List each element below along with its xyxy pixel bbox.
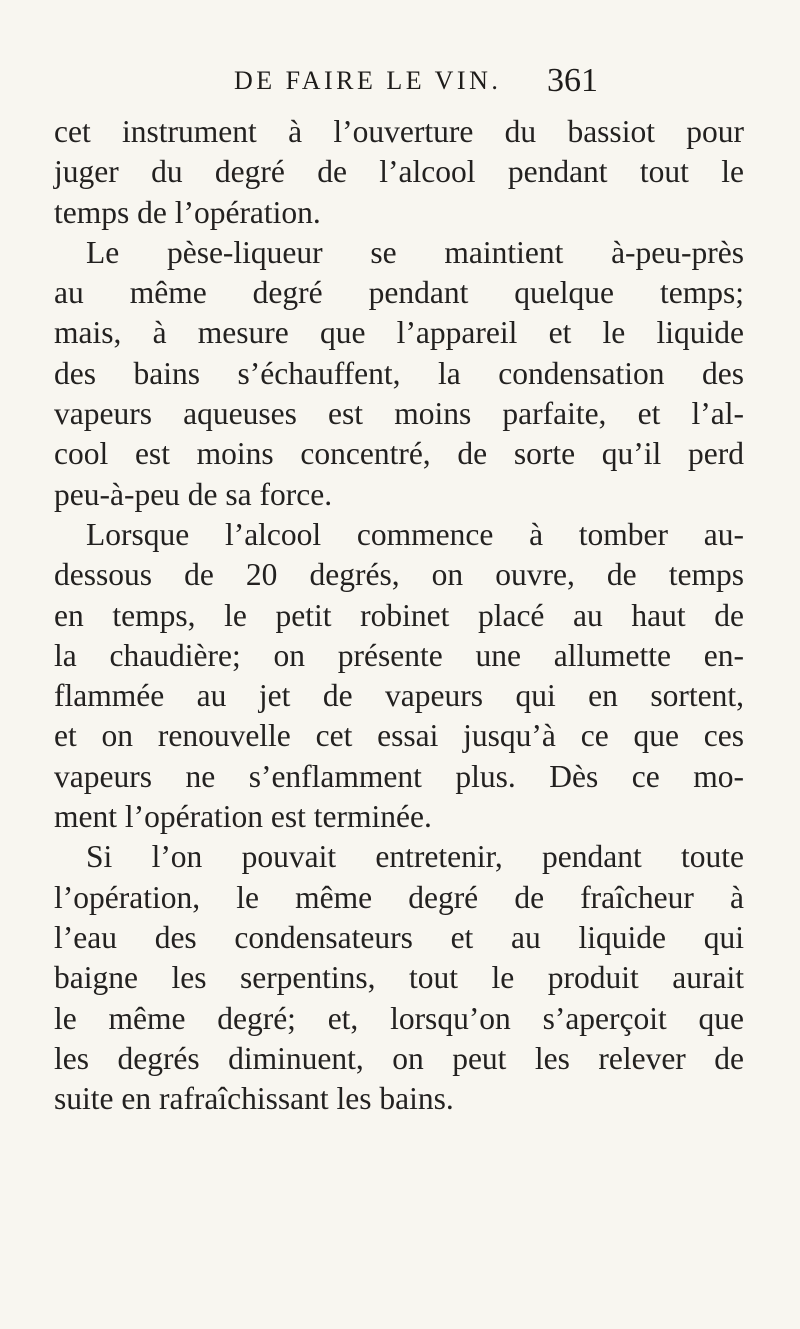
text-line: des bains s’échauffent, la condensation des [54,355,744,391]
text-line: peu-à-peu de sa force. [54,476,333,512]
text-line: ment l’opération est terminée. [54,799,432,835]
text-line: au même degré pendant quelque temps; [54,275,744,311]
page-number: 361 [547,62,598,99]
text-line: le même degré; et, lorsqu’on s’aperçoit que [54,1000,744,1036]
running-title: DE FAIRE LE VIN. [234,66,502,95]
running-head [234,62,598,102]
text-line: Le pèse-liqueur se maintient à-peu-près [86,234,744,270]
text-line: temps de l’opération. [54,194,321,230]
text-line: l’opération, le même degré de fraîcheur à [54,879,744,915]
text-line: dessous de 20 degrés, on ouvre, de temps [54,557,744,593]
text-line: vapeurs ne s’enflamment plus. Dès ce mo- [54,758,744,794]
text-line: les degrés diminuent, on peut les relever de [54,1040,744,1076]
text-line: Si l’on pouvait entretenir, pendant toute [86,839,744,875]
text-line: juger du degré de l’alcool pendant tout le [54,154,744,190]
text-line: l’eau des condensateurs et au liquide qui [54,919,744,955]
text-line: cool est moins concentré, de sorte qu’il perd [54,436,744,472]
text-line: flammée au jet de vapeurs qui en sortent, [54,678,744,714]
text-line: Lorsque l’alcool commence à tomber au- [86,516,744,552]
text-line: baigne les serpentins, tout le produit aurait [54,960,744,996]
text-line: vapeurs aqueuses est moins parfaite, et l’al- [54,396,744,432]
text-line: mais, à mesure que l’appareil et le liquide [54,315,744,351]
text-line: et on renouvelle cet essai jusqu’à ce que ces [54,718,744,754]
text-line: suite en rafraîchissant les bains. [54,1081,454,1117]
body-text [54,112,744,1119]
text-line: cet instrument à l’ouverture du bassiot pour [54,114,744,149]
text-line: la chaudière; on présente une allumette en- [54,637,744,673]
text-line: en temps, le petit robinet placé au haut de [54,597,744,633]
